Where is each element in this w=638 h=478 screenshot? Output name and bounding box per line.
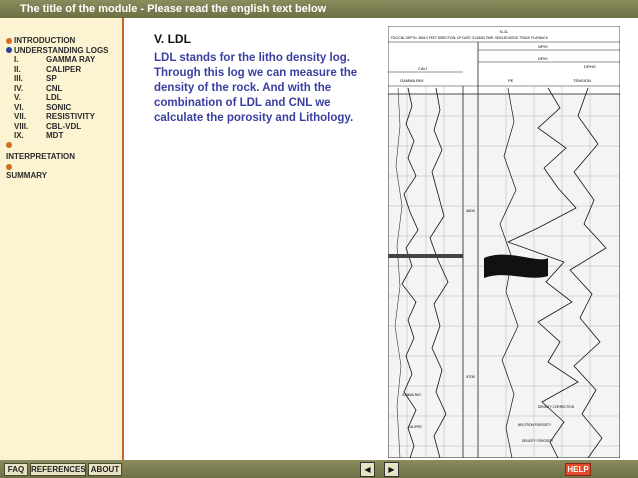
log-label-nphi: NPHI [538,44,548,49]
bullet-icon [6,142,12,148]
about-button[interactable]: ABOUT [88,463,122,476]
bullet-icon [6,38,12,44]
module-title: The title of the module - Please read the english text below [20,3,327,15]
menu-spacer [6,141,109,150]
log-label: GAMMA RAY [46,55,96,64]
log-label: CNL [46,83,63,93]
page-heading: V. LDL [154,32,191,46]
title-bar [0,0,638,18]
content-panel [124,18,638,460]
menu-item-log-mdt[interactable] [6,131,109,141]
log-number: III. [14,74,23,83]
menu-item-understanding-logs[interactable]: UNDERSTANDING LOGS [6,46,109,56]
menu-item-log-gamma-ray[interactable] [6,55,109,65]
log-number: V. [14,93,21,102]
log-label: LDL [46,93,62,102]
depth-label-4700: 4700 [466,374,475,379]
annotation-caliper: CALIPER [408,425,422,429]
depth-label-4600: 4600 [466,208,475,213]
log-label-drho: DRHO [584,64,596,69]
log-header-line: FDC/CNL DEPTH: 4804.0 FEET DIRECTION: UP DATE: 01/18/84 TIME: 08:53:50 MODE: TRACE PLAYBACK [391,36,548,40]
menu-item-log-caliper[interactable] [6,65,109,75]
faq-button[interactable]: FAQ [4,463,28,476]
bottom-toolbar [0,460,638,478]
log-label: CALIPER [46,64,82,74]
ldl-log-image [388,26,620,458]
log-label-dphi: DPHI [538,56,548,61]
prev-page-button[interactable]: ◀ [360,462,375,477]
log-label: SONIC [46,102,72,112]
menu-item-log-cnl[interactable] [6,84,109,94]
menu-item-log-resistivity[interactable] [6,112,109,122]
bullet-icon [6,47,12,53]
log-label-tension: TENSION [573,78,591,83]
log-number: I. [14,55,19,64]
sidebar [0,18,124,460]
menu-spacer [6,162,109,171]
log-label: RESISTIVITY [46,112,95,121]
log-number: IV. [14,83,24,93]
log-label: MDT [46,131,64,140]
menu-item-introduction[interactable]: INTRODUCTION [6,36,109,46]
references-button[interactable]: REFERENCES [31,465,86,474]
log-label: SP [46,74,57,83]
bullet-icon [6,164,12,170]
log-number: VI. [14,102,24,112]
menu-item-log-sp[interactable] [6,74,109,84]
log-label-pe: PE [508,78,514,83]
annotation-density-porosity: DENSITY POROSITY [522,439,554,443]
log-number: VIII. [14,121,29,131]
log-label-gamma: GAMMA RAY [400,78,424,83]
annotation-neutron-porosity: NEUTRON POROSITY [518,423,552,427]
logs-submenu [6,55,109,141]
menu-item-summary[interactable]: SUMMARY [6,171,48,180]
annotation-gamma: GAMMA RAY [402,393,422,397]
log-label-cali: CALI [418,66,427,71]
next-page-button[interactable]: ▶ [384,462,399,477]
menu-item-log-sonic[interactable] [6,103,109,113]
menu-item-log-cbl-vdl[interactable] [6,122,109,132]
menu-item-interpretation[interactable]: INTERPRETATION [6,151,76,161]
menu-item-log-ldl[interactable] [6,93,109,103]
help-button[interactable]: HELP [565,463,591,476]
module-menu [6,36,109,181]
log-number: II. [14,64,21,74]
log-number: IX. [14,131,24,140]
log-number: VII. [14,112,27,121]
description-text: LDL stands for the litho density log. Through this log we can measure the density of the rock. And with the combination of LDL and CNL we calculate the porosity and Lithology. [154,52,358,124]
annotation-density-correction: DENSITY CORRECTION [538,405,575,409]
log-well-name: N-1L [499,29,509,34]
log-label: CBL-VDL [46,121,82,131]
